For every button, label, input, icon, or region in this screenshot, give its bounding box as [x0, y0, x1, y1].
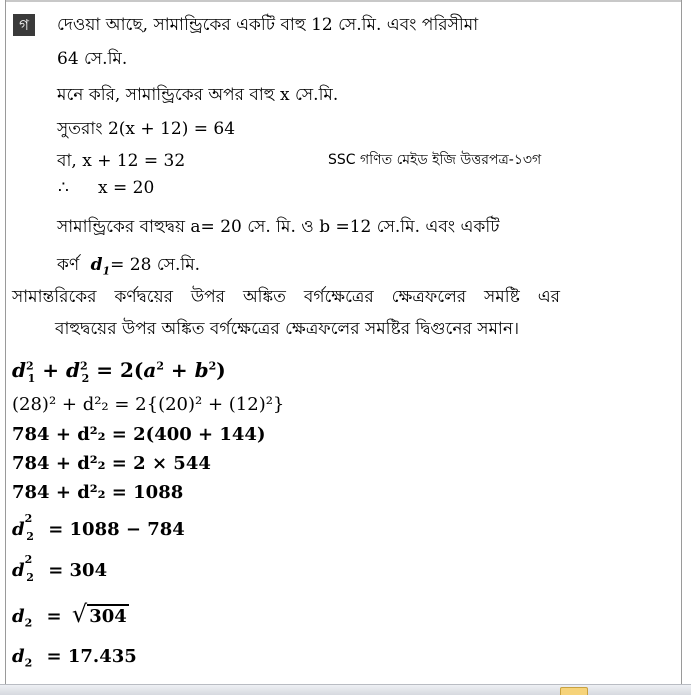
theorem-line-1: সামান্তরিকের কর্ণদ্বয়ের উপর অঙ্কিত বর্গক্ষেত্রের ক্ষেত্রফলের সমষ্টি এর: [12, 287, 560, 307]
equation-2: (28)² + d²₂ = 2{(20)² + (12)²}: [12, 394, 285, 415]
source-watermark: SSC গণিত মেইড ইজি উত্তরপত্র-১৩গ: [328, 152, 542, 168]
equation-6: $d^2_2 = 1088 - 784$: [12, 512, 185, 543]
equation-4: 784 + d²₂ = 2 × 544: [12, 453, 211, 474]
equation-8-rhs: 304: [89, 606, 127, 627]
equation-7-rhs: = 304: [48, 560, 108, 581]
assumption-line: মনে করি, সামান্ড্রিকের অপর বাহু x সে.মি.: [57, 85, 339, 105]
diagonal-symbol: $d_1$: [90, 255, 111, 278]
equation-8: $d_2$ = √ 304: [12, 600, 127, 630]
equation-step-3: x = 20: [98, 178, 155, 198]
equation-9: $d_2 = 17.435$: [12, 646, 137, 670]
diagonal-statement: [57, 252, 200, 280]
equation-1: $d^2_1 + d^2_2 = 2(a^2 + b^2)$: [12, 358, 226, 385]
equation-5: 784 + d²₂ = 1088: [12, 482, 184, 503]
equation-step-1: সুতরাং 2(x + 12) = 64: [57, 119, 236, 139]
page-left-border: [5, 0, 6, 684]
page-right-border: [681, 0, 682, 684]
therefore-symbol: ∴: [58, 178, 69, 198]
equation-6-rhs: = 1088 − 784: [48, 519, 185, 540]
given-line-1: দেওয়া আছে, সামান্ড্রিকের একটি বাহু 12 সে.মি. এবং পরিসীমা: [57, 15, 479, 35]
theorem-line-2: বাহুদ্বয়ের উপর অঙ্কিত বর্গক্ষেত্রের ক্ষেত্রফলের সমষ্টির দ্বিগুনের সমান।: [55, 319, 520, 339]
given-line-2: 64 সে.মি.: [57, 49, 128, 69]
diagonal-value: = 28 সে.মি.: [110, 255, 201, 275]
equation-3: 784 + d²₂ = 2(400 + 144): [12, 424, 266, 445]
part-label-badge: গ: [13, 14, 35, 36]
diagonal-label: কর্ণ: [57, 255, 80, 275]
equation-9-rhs: = 17.435: [46, 646, 137, 667]
square-root-icon: √: [71, 600, 88, 628]
sides-statement: সামান্ড্রিকের বাহুদ্বয় a= 20 সে. মি. ও b =12 সে.মি. এবং একটি: [57, 217, 500, 237]
equation-7: $d^2_2 = 304$: [12, 553, 108, 584]
equation-step-2: বা, x + 12 = 32: [57, 151, 186, 171]
page-top-border: [5, 0, 682, 2]
